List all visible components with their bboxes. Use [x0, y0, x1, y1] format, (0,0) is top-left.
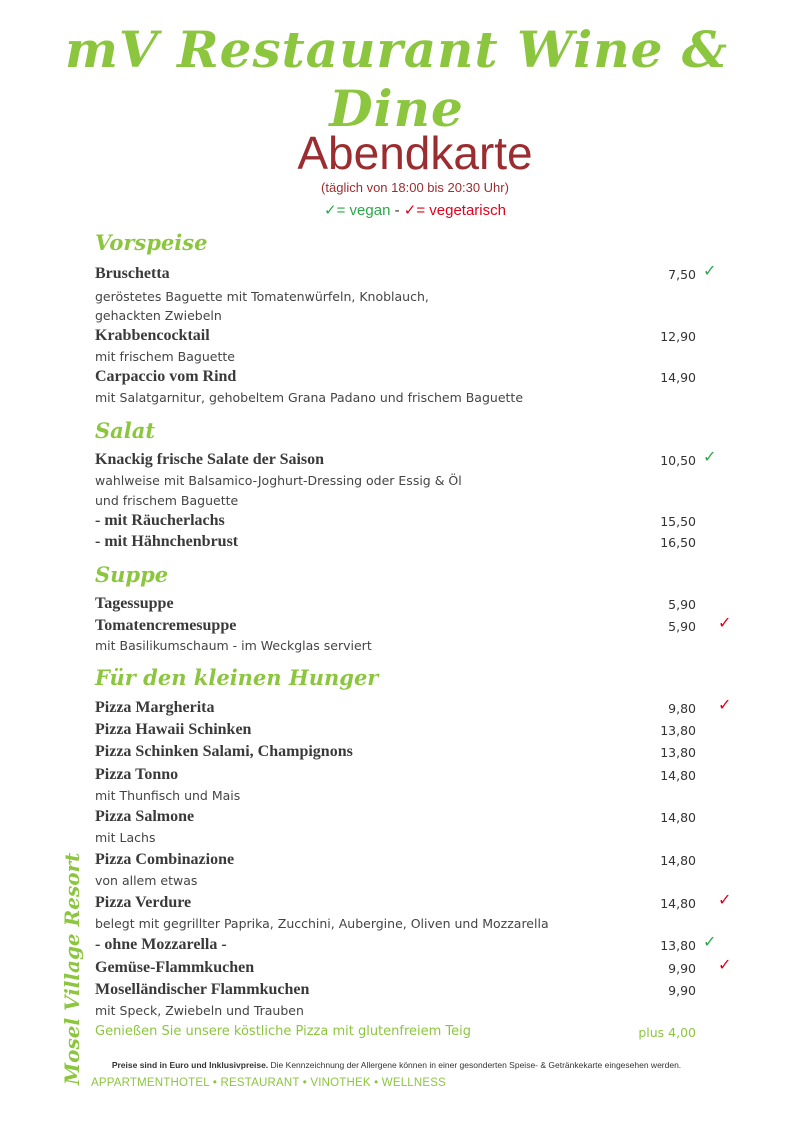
- menu-item-description: mit Thunfisch und Mais: [95, 788, 241, 803]
- menu-item-name: Krabbencocktail: [95, 327, 210, 344]
- menu-item-price: 14,90: [660, 370, 696, 385]
- page-title: Abendkarte: [297, 127, 533, 179]
- legend-vegan-label: = vegan: [336, 202, 391, 219]
- side-vertical-text: Mosel Village Resort: [60, 852, 84, 1085]
- menu-item-name: Gemüse-Flammkuchen: [95, 959, 255, 976]
- legend-vegetarian-label: = vegetarisch: [416, 202, 506, 219]
- menu-item-price: 9,80: [668, 701, 696, 716]
- menu-item-description: mit Salatgarnitur, gehobeltem Grana Padano und frischem Baguette: [95, 390, 524, 405]
- opening-hours: (täglich von 18:00 bis 20:30 Uhr): [321, 180, 509, 195]
- menu-item-name: Tagessuppe: [95, 595, 174, 612]
- vegan-check-icon: ✓: [703, 449, 717, 466]
- menu-item-name: Pizza Verdure: [95, 894, 192, 911]
- glutenfree-surcharge: plus 4,00: [638, 1025, 696, 1040]
- menu-item-name: Pizza Tonno: [95, 766, 179, 783]
- menu-item-price: 9,90: [668, 961, 696, 976]
- menu-item-description: mit Basilikumschaum - im Weckglas serviert: [95, 638, 372, 653]
- glutenfree-promo: Genießen Sie unsere köstliche Pizza mit glutenfreiem Teig: [95, 1024, 472, 1039]
- menu-item-price: 14,80: [660, 853, 696, 868]
- menu-item-price: 14,80: [660, 768, 696, 783]
- menu-item-price: 5,90: [668, 597, 696, 612]
- menu-item-name: Carpaccio vom Rind: [95, 368, 237, 385]
- menu-item-price: 12,90: [660, 329, 696, 344]
- vegan-check-icon: ✓: [703, 263, 717, 280]
- menu-item-price: 5,90: [668, 619, 696, 634]
- menu-item-name: - mit Räucherlachs: [95, 512, 225, 529]
- vegan-check-icon: ✓: [703, 934, 717, 951]
- menu-item-description: mit Lachs: [95, 830, 156, 845]
- menu-item-name: Tomatencremesuppe: [95, 617, 237, 634]
- menu-item-description: geröstetes Baguette mit Tomatenwürfeln, Knoblauch,: [95, 289, 429, 304]
- footer-tagline: APPARTMENTHOTEL • RESTAURANT • VINOTHEK • WELLNESS: [91, 1077, 446, 1089]
- menu-item-description: wahlweise mit Balsamico-Joghurt-Dressing oder Essig & Öl: [95, 473, 462, 488]
- menu-item-name: Knackig frische Salate der Saison: [95, 451, 325, 468]
- vegetarian-check-icon: ✓: [718, 697, 732, 714]
- menu-item-price: 14,80: [660, 810, 696, 825]
- menu-item-name: Bruschetta: [95, 265, 170, 282]
- menu-item-price: 13,80: [660, 938, 696, 953]
- menu-item-name: Pizza Salmone: [95, 808, 195, 825]
- vegan-check-icon: ✓: [324, 202, 337, 219]
- menu-item-price: 15,50: [660, 514, 696, 529]
- legend-separator: -: [390, 202, 404, 219]
- menu-item-name: - ohne Mozzarella -: [95, 936, 227, 953]
- vegetarian-check-icon: ✓: [718, 615, 732, 632]
- menu-item-description: mit frischem Baguette: [95, 349, 235, 364]
- menu-item-price: 14,80: [660, 896, 696, 911]
- menu-item-description: und frischem Baguette: [95, 493, 239, 508]
- footnote-bold: Preise sind in Euro und Inklusivpreise.: [111, 1060, 269, 1070]
- section-heading-salat: Salat: [95, 418, 156, 443]
- diet-legend: [0, 201, 793, 219]
- menu-item-description: von allem etwas: [95, 873, 198, 888]
- section-heading-suppe: Suppe: [95, 562, 169, 587]
- vegetarian-check-icon: ✓: [718, 892, 732, 909]
- menu-item-name: Pizza Schinken Salami, Champignons: [95, 743, 353, 760]
- menu-item-name: Moselländischer Flammkuchen: [95, 981, 310, 998]
- menu-item-price: 16,50: [660, 535, 696, 550]
- vegetarian-check-icon: ✓: [403, 202, 417, 219]
- menu-item-name: - mit Hähnchenbrust: [95, 533, 239, 550]
- menu-item-name: Pizza Combinazione: [95, 851, 235, 868]
- menu-item-description: gehackten Zwiebeln: [95, 308, 222, 323]
- menu-item-price: 13,80: [660, 745, 696, 760]
- section-heading-hunger: Für den kleinen Hunger: [95, 665, 379, 690]
- menu-item-name: Pizza Hawaii Schinken: [95, 721, 252, 738]
- vegetarian-check-icon: ✓: [718, 957, 732, 974]
- footnote-text: Die Kennzeichnung der Allergene können in einer gesonderten Speise- & Getränkekarte eingesehen werden.: [268, 1060, 682, 1070]
- price-footnote: [0, 1060, 793, 1070]
- menu-item-price: 7,50: [668, 267, 696, 282]
- menu-item-price: 10,50: [660, 453, 696, 468]
- menu-item-description: belegt mit gegrillter Paprika, Zucchini, Aubergine, Oliven und Mozzarella: [95, 916, 549, 931]
- menu-item-name: Pizza Margherita: [95, 699, 215, 716]
- section-heading-vorspeise: Vorspeise: [95, 230, 208, 255]
- menu-item-price: 13,80: [660, 723, 696, 738]
- menu-item-description: mit Speck, Zwiebeln und Trauben: [95, 1003, 304, 1018]
- restaurant-logo: mV Restaurant Wine & Dine: [64, 20, 729, 138]
- menu-item-price: 9,90: [668, 983, 696, 998]
